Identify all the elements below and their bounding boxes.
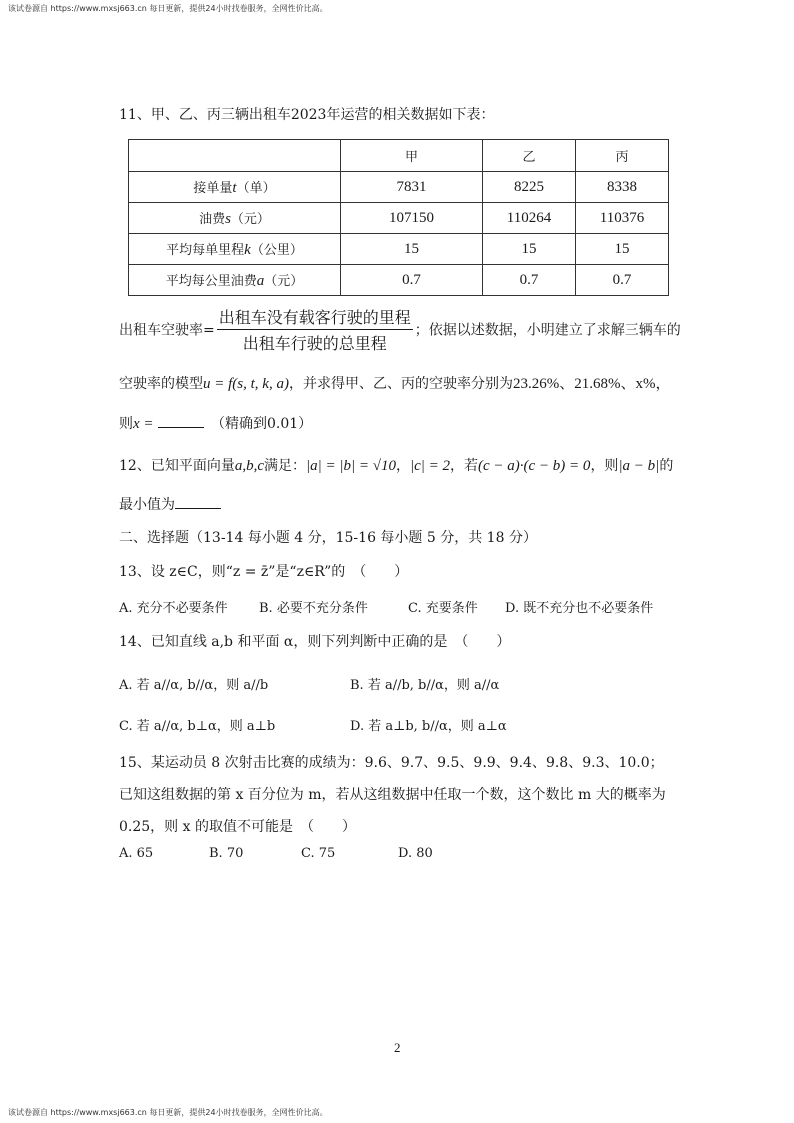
q13-stem: 13、设 z∈C，则“z = z̄”是“z∈R”的 （ ） [119, 564, 409, 580]
q14-option-c: C. 若 a//α, b⊥α，则 a⊥b [119, 719, 276, 734]
page-header-source: 该试卷源自 https://www.mxsj663.cn 每日更新，提供24小时找卷服务，全网性价比高。 [8, 4, 328, 13]
taxi-data-table [128, 139, 669, 296]
cell-value: 0.7 [341, 265, 483, 296]
answer-blank [158, 415, 204, 428]
q13-option-c: C. 充要条件 [408, 601, 478, 616]
row-label: 接单量t（单） [129, 172, 341, 203]
q13-option-d: D. 既不充分也不必要条件 [505, 601, 654, 616]
table-header-empty [129, 140, 341, 172]
q11-rate-definition: 出租车空驶率= $\frac{\text{出租车没有载客行驶的里程}}{\text{出租车行驶的总里程}}$ ；依据以述数据，小明建立了求解三辆车的 [119, 305, 681, 354]
table-row [129, 234, 669, 265]
cell-value: 107150 [341, 203, 483, 234]
q14-option-b: B. 若 a//b, b//α，则 a//α [350, 678, 500, 693]
cell-value: 15 [341, 234, 483, 265]
cell-value: 15 [576, 234, 669, 265]
cell-value: 15 [483, 234, 576, 265]
answer-blank [175, 496, 221, 509]
q14-option-a: A. 若 a//α, b//α，则 a//b [119, 678, 269, 693]
table-header-bing: 丙 [576, 140, 669, 172]
table-header-jia: 甲 [341, 140, 483, 172]
q11-answer-line: 则x = （精确到0.01） [119, 416, 313, 432]
q14-stem: 14、已知直线 a,b 和平面 α，则下列判断中正确的是 （ ） [119, 634, 511, 650]
section-heading: 二、选择题（13-14 每小题 4 分，15-16 每小题 5 分，共 18 分） [119, 530, 537, 546]
q15-line1: 15、某运动员 8 次射击比赛的成绩为：9.6、9.7、9.5、9.9、9.4、9.8、9.3、10.0； [119, 755, 664, 771]
q15-option-c: C. 75 [301, 846, 336, 861]
q15-option-a: A. 65 [119, 846, 154, 861]
table-row [129, 265, 669, 296]
row-label: 平均每公里油费a（元） [129, 265, 341, 296]
q13-option-b: B. 必要不充分条件 [259, 601, 368, 616]
q11-intro: 11、甲、乙、丙三辆出租车2023年运营的相关数据如下表： [119, 107, 495, 123]
row-label: 平均每单里程k（公里） [129, 234, 341, 265]
q15-option-d: D. 80 [398, 846, 433, 861]
cell-value: 0.7 [576, 265, 669, 296]
q15-line3: 0.25，则 x 的取值不可能是 （ ） [119, 819, 356, 835]
q15-option-b: B. 70 [209, 846, 244, 861]
table-row [129, 172, 669, 203]
q12-line1: 12、已知平面向量a,b,c满足：|a| = |b| = √10，|c| = 2，若(c − a)·(c − b) = 0，则|a − b|的 [119, 458, 674, 474]
table-row [129, 203, 669, 234]
q11-model-line: 空驶率的模型u = f(s, t, k, a)，并求得甲、乙、丙的空驶率分别为23.26%、21.68%、x%， [119, 376, 671, 392]
cell-value: 7831 [341, 172, 483, 203]
cell-value: 0.7 [483, 265, 576, 296]
q13-option-a: A. 充分不必要条件 [119, 601, 228, 616]
page-footer-source: 该试卷源自 https://www.mxsj663.cn 每日更新，提供24小时找卷服务，全网性价比高。 [8, 1108, 328, 1117]
page-number: 2 [394, 1040, 401, 1055]
q14-option-d: D. 若 a⊥b, b//α，则 a⊥α [350, 719, 507, 734]
q15-line2: 已知这组数据的第 x 百分位为 m，若从这组数据中任取一个数，这个数比 m 大的概率为 [119, 787, 666, 803]
cell-value: 8225 [483, 172, 576, 203]
row-label: 油费s（元） [129, 203, 341, 234]
q12-line2: 最小值为 [119, 494, 221, 514]
cell-value: 110376 [576, 203, 669, 234]
cell-value: 8338 [576, 172, 669, 203]
rate-fraction: $\frac{\text{出租车没有载客行驶的里程}}{\text{出租车行驶的总里程}}$ [217, 305, 413, 354]
cell-value: 110264 [483, 203, 576, 234]
table-header-yi: 乙 [483, 140, 576, 172]
